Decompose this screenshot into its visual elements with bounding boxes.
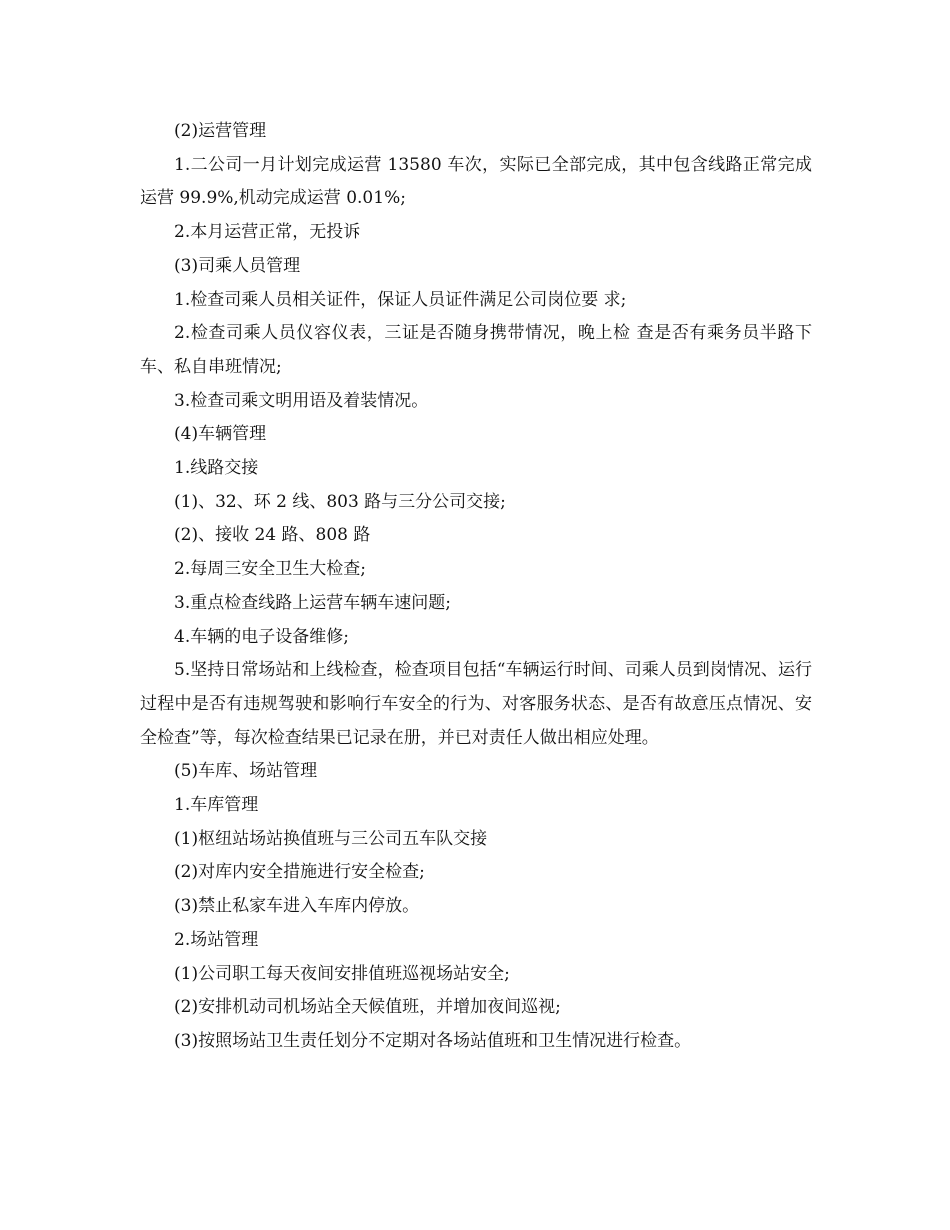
paragraph-daily-inspection: 5.坚持日常场站和上线检查，检查项目包括“车辆运行时间、司乘人员到岗情况、运行过程中是否有违规驾驶和影响行车安全的行为、对客服务状态、是否有故意压点情况、安全检查”等，每次检查结果已记录在册，并已对责任人做出相应处理。 bbox=[140, 660, 812, 748]
paragraph-garage-management: 1.车库管理 bbox=[174, 795, 259, 816]
paragraph-staff-language: 3.检查司乘文明用语及着装情况。 bbox=[174, 390, 429, 411]
paragraph-staff-documents: 1.检查司乘人员相关证件，保证人员证件满足公司岗位要 求; bbox=[174, 289, 627, 310]
paragraph-station-1: (1)公司职工每天夜间安排值班巡视场站安全; bbox=[174, 963, 510, 984]
paragraph-operations-plan: 1.二公司一月计划完成运营 13580 车次，实际已全部完成，其中包含线路正常完成运营 99.9%,机动完成运营 0.01%; bbox=[140, 154, 812, 209]
paragraph-route-handover-1: (1)、32、环 2 线、803 路与三分公司交接; bbox=[174, 491, 506, 512]
paragraph-garage-2: (2)对库内安全措施进行安全检查; bbox=[174, 862, 425, 883]
paragraph-speed-check: 3.重点检查线路上运营车辆车速问题; bbox=[174, 592, 451, 613]
paragraph-weekly-inspection: 2.每周三安全卫生大检查; bbox=[174, 559, 366, 580]
paragraph-station-3: (3)按照场站卫生责任划分不定期对各场站值班和卫生情况进行检查。 bbox=[174, 1030, 692, 1051]
paragraph-electronics-repair: 4.车辆的电子设备维修; bbox=[174, 626, 349, 647]
paragraph-station-2: (2)安排机动司机场站全天候值班，并增加夜间巡视; bbox=[174, 997, 561, 1018]
section-heading-depot: (5)车库、场站管理 bbox=[174, 761, 318, 782]
section-heading-operations: (2)运营管理 bbox=[174, 121, 267, 141]
paragraph-station-management: 2.场站管理 bbox=[174, 929, 259, 950]
paragraph-route-handover: 1.线路交接 bbox=[174, 458, 259, 479]
paragraph-operations-status: 2.本月运营正常，无投诉 bbox=[174, 222, 361, 243]
section-heading-vehicles: (4)车辆管理 bbox=[174, 424, 267, 445]
section-heading-staff: (3)司乘人员管理 bbox=[174, 255, 301, 276]
paragraph-staff-appearance: 2.检查司乘人员仪容仪表，三证是否随身携带情况，晚上检 查是否有乘务员半路下车、私自串班情况; bbox=[140, 323, 812, 377]
paragraph-garage-3: (3)禁止私家车进入车库内停放。 bbox=[174, 896, 420, 917]
paragraph-route-handover-2: (2)、接收 24 路、808 路 bbox=[174, 525, 371, 546]
paragraph-garage-1: (1)枢纽站场站换值班与三公司五车队交接 bbox=[174, 828, 488, 849]
document-body bbox=[140, 115, 812, 1059]
